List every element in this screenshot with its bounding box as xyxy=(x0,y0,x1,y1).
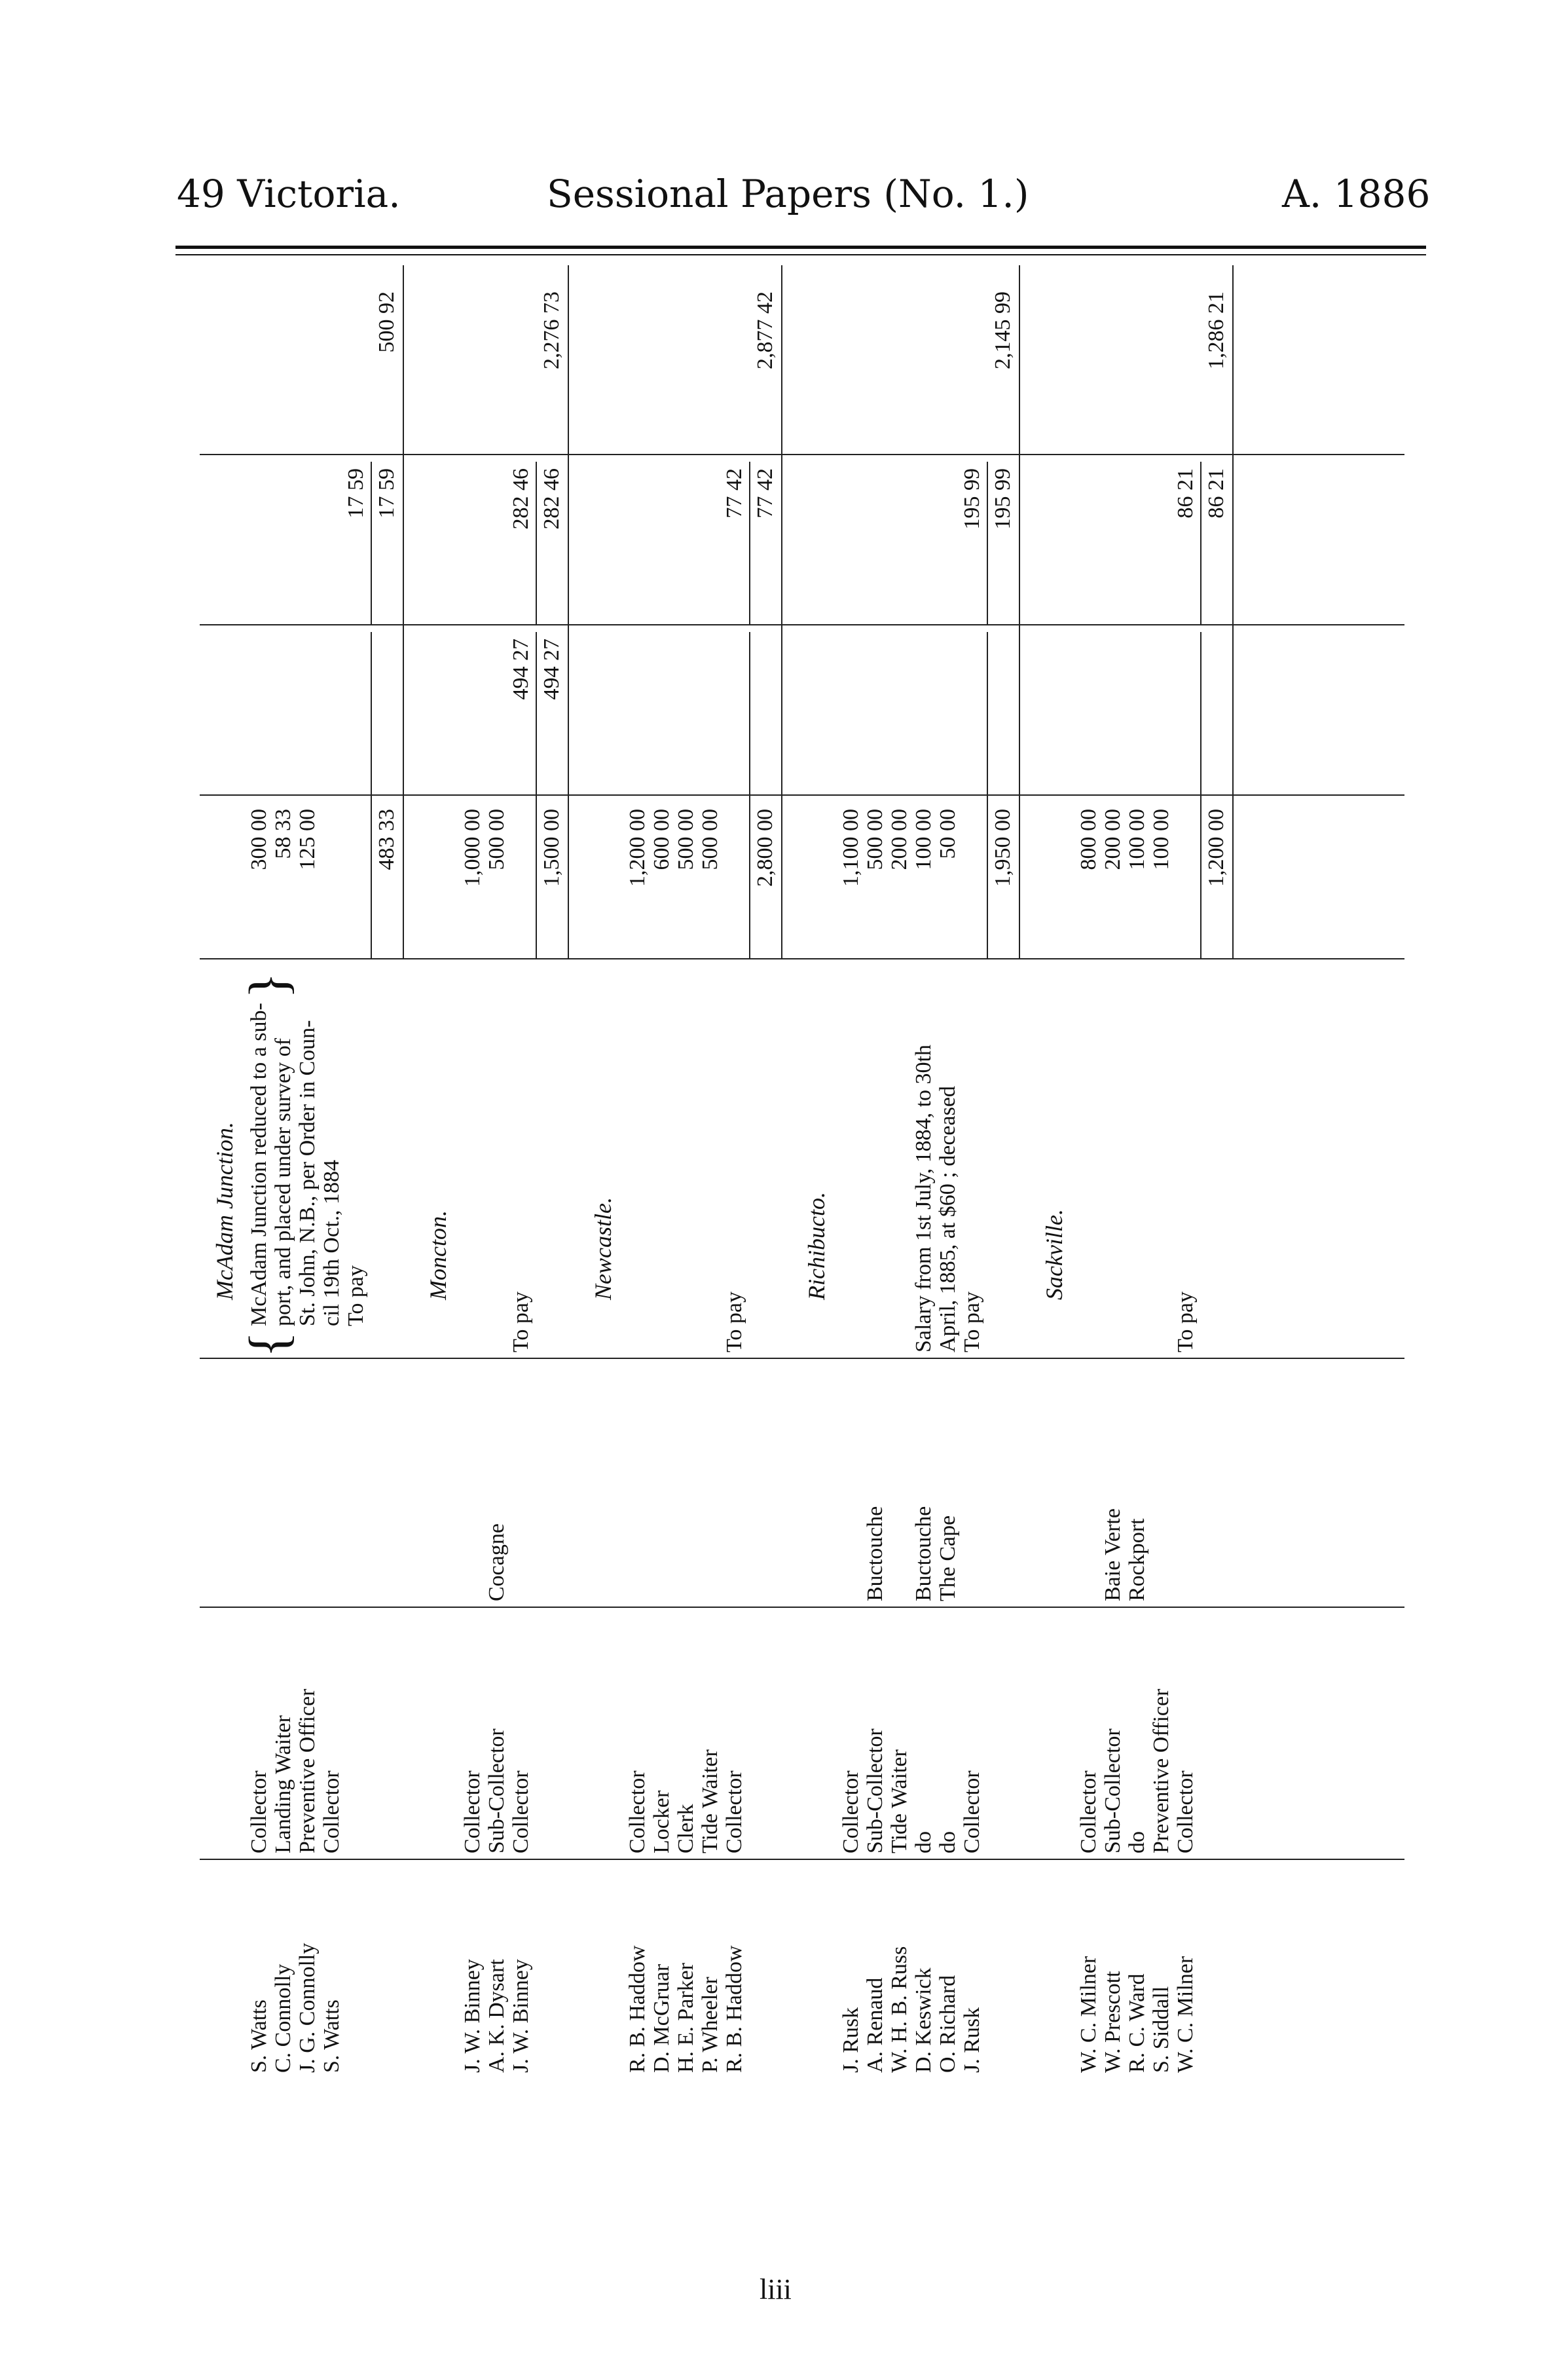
officer-name: A. K. Dysart xyxy=(485,1959,509,2073)
officer-name: W. Prescott xyxy=(1101,1971,1125,2073)
officer-name: W. C. Milner xyxy=(1076,1956,1101,2073)
subtotal-rule xyxy=(1200,796,1201,959)
total-col-c: 77 42 xyxy=(753,468,777,519)
header-rule xyxy=(175,246,1426,249)
grand-total: 2,877 42 xyxy=(753,291,777,369)
officer-name: J. W. Binney xyxy=(509,1959,533,2073)
office-title: Tide Waiter xyxy=(887,1749,911,1853)
remark-text: To pay xyxy=(509,1292,533,1352)
rotated-table xyxy=(200,265,1404,2073)
subtotal-rule xyxy=(749,796,750,959)
port-name: Cocagne xyxy=(485,1523,509,1601)
amount-salary: 500 00 xyxy=(863,809,887,870)
grouping-brace: } xyxy=(238,972,299,999)
officer-name: R. B. Haddow xyxy=(625,1945,650,2073)
remark-text: St. John, N.B., per Order in Coun- xyxy=(295,1020,320,1326)
total-salary: 483 33 xyxy=(375,809,399,870)
subtotal-rule xyxy=(536,462,537,625)
grand-total: 2,145 99 xyxy=(991,291,1015,369)
office-title: Tide Waiter xyxy=(698,1749,722,1853)
amount-salary: 58 33 xyxy=(271,809,295,859)
officer-name: J. Rusk xyxy=(960,2007,984,2073)
officer-name: D. McGruar xyxy=(650,1963,674,2073)
amount-salary: 600 00 xyxy=(650,809,674,870)
officer-name: C. Connolly xyxy=(271,1963,295,2073)
subtotal-rule xyxy=(1200,632,1201,796)
total-col-c: 17 59 xyxy=(375,468,399,519)
remark-text: April, 1885, at $60 ; deceased xyxy=(936,1086,960,1352)
subtotal-rule xyxy=(1200,462,1201,625)
total-col-c: 86 21 xyxy=(1204,468,1228,519)
total-salary: 2,800 00 xyxy=(753,809,777,887)
section-title: Moncton. xyxy=(425,1210,451,1300)
header-left: 49 Victoria. xyxy=(177,172,401,216)
subtotal-rule xyxy=(749,632,750,796)
amount-salary: 1,100 00 xyxy=(839,809,863,887)
subtotal-rule xyxy=(749,462,750,625)
office-title: Collector xyxy=(509,1770,533,1853)
office-title: Sub-Collector xyxy=(485,1728,509,1853)
column-rule xyxy=(200,1607,1404,1608)
remark-text: port, and placed under survey of xyxy=(271,1038,295,1326)
remark-text: McAdam Junction reduced to a sub- xyxy=(247,1003,271,1326)
subtotal-rule xyxy=(987,796,988,959)
remark-text: To pay xyxy=(722,1292,746,1352)
port-name: Baie Verte xyxy=(1101,1508,1125,1601)
section-title: Sackville. xyxy=(1041,1209,1067,1300)
subtotal-rule xyxy=(371,632,372,796)
section-rule xyxy=(568,265,569,959)
column-rule xyxy=(200,794,1404,796)
remark-text: To pay xyxy=(1173,1292,1198,1352)
officer-name: H. E. Parker xyxy=(674,1962,698,2073)
office-title: do xyxy=(911,1831,936,1853)
amount-salary: 800 00 xyxy=(1076,809,1101,870)
total-col-c: 195 99 xyxy=(991,468,1015,530)
officer-name: R. B. Haddow xyxy=(722,1945,746,2073)
office-title: Collector xyxy=(839,1770,863,1853)
amount-salary: 100 00 xyxy=(1125,809,1149,870)
total-salary: 1,500 00 xyxy=(540,809,564,887)
grouping-brace: { xyxy=(238,1331,299,1358)
amount-salary: 500 00 xyxy=(485,809,509,870)
officer-name: S. Watts xyxy=(247,1999,271,2073)
office-title: Collector xyxy=(722,1770,746,1853)
subtotal-rule xyxy=(536,796,537,959)
remark-text: Salary from 1st July, 1884, to 30th xyxy=(911,1045,936,1352)
column-rule xyxy=(200,1859,1404,1860)
section-title: Newcastle. xyxy=(590,1197,616,1300)
section-rule xyxy=(1232,265,1234,959)
subtotal-rule xyxy=(987,632,988,796)
header-rule-thin xyxy=(175,254,1426,255)
office-title: Sub-Collector xyxy=(863,1728,887,1853)
column-rule xyxy=(200,1358,1404,1359)
office-title: do xyxy=(1125,1831,1149,1853)
amount-salary: 1,200 00 xyxy=(625,809,650,887)
amount-salary: 50 00 xyxy=(936,809,960,859)
office-title: Clerk xyxy=(674,1804,698,1853)
office-title: Collector xyxy=(320,1770,344,1853)
officer-name: P. Wheeler xyxy=(698,1977,722,2073)
section-title: McAdam Junction. xyxy=(211,1122,238,1300)
total-salary: 1,200 00 xyxy=(1204,809,1228,887)
officer-name: J. G. Connolly xyxy=(295,1943,320,2073)
officer-name: J. Rusk xyxy=(839,2007,863,2073)
total-col-c: 282 46 xyxy=(540,468,564,530)
section-title: Richibucto. xyxy=(803,1192,830,1300)
amount-col-c: 77 42 xyxy=(722,468,746,519)
grand-total: 500 92 xyxy=(375,291,399,353)
total-col-b: 494 27 xyxy=(540,639,564,700)
office-title: Landing Waiter xyxy=(271,1715,295,1853)
remark-text: To pay xyxy=(960,1292,984,1352)
amount-salary: 1,000 00 xyxy=(460,809,485,887)
officer-name: O. Richard xyxy=(936,1975,960,2073)
total-salary: 1,950 00 xyxy=(991,809,1015,887)
amount-salary: 100 00 xyxy=(1149,809,1173,870)
amount-salary: 300 00 xyxy=(247,809,271,870)
officer-name: R. C. Ward xyxy=(1125,1973,1149,2073)
amount-salary: 100 00 xyxy=(911,809,936,870)
subtotal-rule xyxy=(987,462,988,625)
subtotal-rule xyxy=(371,796,372,959)
remark-text: To pay xyxy=(344,1265,368,1326)
amount-col-c: 86 21 xyxy=(1173,468,1198,519)
amount-salary: 500 00 xyxy=(698,809,722,870)
office-title: Sub-Collector xyxy=(1101,1728,1125,1853)
officer-name: A. Renaud xyxy=(863,1977,887,2073)
amount-salary: 200 00 xyxy=(887,809,911,870)
office-title: Locker xyxy=(650,1790,674,1853)
header-title: Sessional Papers (No. 1.) xyxy=(547,172,1029,216)
amount-salary: 500 00 xyxy=(674,809,698,870)
officer-name: D. Keswick xyxy=(911,1967,936,2073)
grand-total: 2,276 73 xyxy=(540,291,564,369)
column-rule xyxy=(200,958,1404,959)
office-title: Collector xyxy=(247,1770,271,1853)
grand-total: 1,286 21 xyxy=(1204,291,1228,369)
port-name: Buctouche xyxy=(863,1506,887,1601)
amount-salary: 125 00 xyxy=(295,809,320,870)
officer-name: W. C. Milner xyxy=(1173,1956,1198,2073)
office-title: Preventive Officer xyxy=(1149,1688,1173,1853)
office-title: Collector xyxy=(460,1770,485,1853)
subtotal-rule xyxy=(536,632,537,796)
amount-salary: 200 00 xyxy=(1101,809,1125,870)
office-title: Collector xyxy=(1076,1770,1101,1853)
office-title: Preventive Officer xyxy=(295,1688,320,1853)
office-title: do xyxy=(936,1831,960,1853)
remark-text: cil 19th Oct., 1884 xyxy=(320,1159,344,1326)
officer-name: J. W. Binney xyxy=(460,1959,485,2073)
page-folio: liii xyxy=(760,2273,792,2305)
office-title: Collector xyxy=(625,1770,650,1853)
amount-col-c: 17 59 xyxy=(344,468,368,519)
amount-col-c: 195 99 xyxy=(960,468,984,530)
section-rule xyxy=(1019,265,1020,959)
amount-col-b: 494 27 xyxy=(509,639,533,700)
port-name: The Cape xyxy=(936,1515,960,1601)
office-title: Collector xyxy=(960,1770,984,1853)
officer-name: S. Watts xyxy=(320,1999,344,2073)
section-rule xyxy=(781,265,782,959)
section-rule xyxy=(403,265,404,959)
header-right: A. 1886 xyxy=(1282,172,1431,216)
officer-name: W. H. B. Russ xyxy=(887,1946,911,2073)
subtotal-rule xyxy=(371,462,372,625)
port-name: Rockport xyxy=(1125,1518,1149,1601)
officer-name: S. Siddall xyxy=(1149,1986,1173,2073)
column-rule xyxy=(200,454,1404,455)
column-rule xyxy=(200,624,1404,625)
amount-col-c: 282 46 xyxy=(509,468,533,530)
port-name: Buctouche xyxy=(911,1506,936,1601)
office-title: Collector xyxy=(1173,1770,1198,1853)
